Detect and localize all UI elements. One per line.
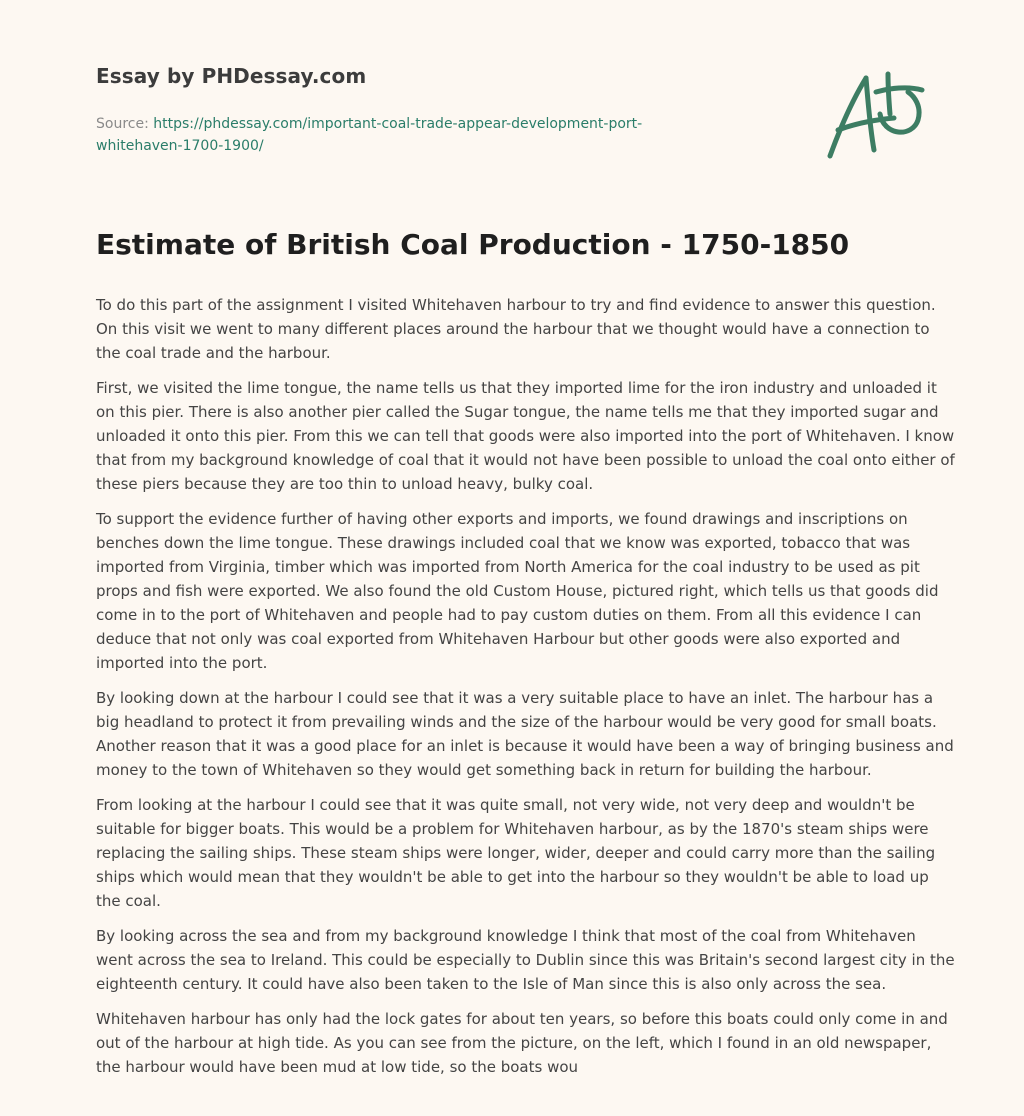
paragraph: By looking down at the harbour I could see that it was a very suitable place to have an inlet. The harbour has a big headland to protect it from prevailing winds and the size of the harbour would be very good for small boats. Another reason that it was a good place for an inlet is because it would have been a way of bringing business and money to the town of Whitehaven so they would get something back in return for building the harbour. — [96, 689, 954, 779]
article-body — [96, 293, 956, 1090]
paragraph: By looking across the sea and from my background knowledge I think that most of the coal from Whitehaven went across the sea to Ireland. This could be especially to Dublin since this was Britain's second largest city in the eighteenth century. It could have also been taken to the Isle of Man since this is also only across the sea. — [96, 927, 955, 993]
source-label: Source: — [96, 116, 154, 132]
paragraph: From looking at the harbour I could see that it was quite small, not very wide, not very deep and wouldn't be suitable for bigger boats. This would be a problem for Whitehaven harbour, as by the 1870's steam ships were replacing the sailing ships. These steam ships were longer, wider, deeper and could carry more than the sailing ships which would mean that they wouldn't be able to get into the harbour so they wouldn't be able to load up the coal. — [96, 796, 936, 910]
paragraph: To support the evidence further of having other exports and imports, we found drawings and inscriptions on benches down the lime tongue. These drawings included coal that we know was exported, tobacco that was imported from Virginia, timber which was imported from North America for the coal industry to be used as pit props and fish were exported. We also found the old Custom House, pictured right, which tells us that goods did come in to the port of Whitehaven and people had to pay custom duties on them. From all this evidence I can deduce that not only was coal exported from Whitehaven Harbour but other goods were also exported and imported into the port. — [96, 510, 939, 672]
paragraph: To do this part of the assignment I visited Whitehaven harbour to try and find evidence to answer this question. On this visit we went to many different places around the harbour that we thought would have a connection to the coal trade and the harbour. — [96, 296, 936, 362]
page-title: Estimate of British Coal Production - 1750-1850 — [96, 228, 850, 261]
source-line — [96, 113, 716, 157]
paragraph: First, we visited the lime tongue, the name tells us that they imported lime for the iron industry and unloaded it on this pier. There is also another pier called the Sugar tongue, the name tells me that they imported sugar and unloaded it onto this pier. From this we can tell that goods were also imported into the port of Whitehaven. I know that from my background knowledge of coal that it would not have been possible to unload the coal onto either of these piers because they are too thin to unload heavy, bulky coal. — [96, 379, 955, 493]
a-plus-logo-icon — [822, 68, 930, 164]
source-link[interactable]: https://phdessay.com/important-coal-trade-appear-development-port-whitehaven-1700-1900/ — [96, 116, 643, 154]
paragraph: Whitehaven harbour has only had the lock gates for about ten years, so before this boats could only come in and out of the harbour at high tide. As you can see from the picture, on the left, which I found in an old newspaper, the harbour would have been mud at low tide, so the boats wou — [96, 1010, 948, 1076]
brand-title: Essay by PHDessay.com — [96, 64, 367, 88]
